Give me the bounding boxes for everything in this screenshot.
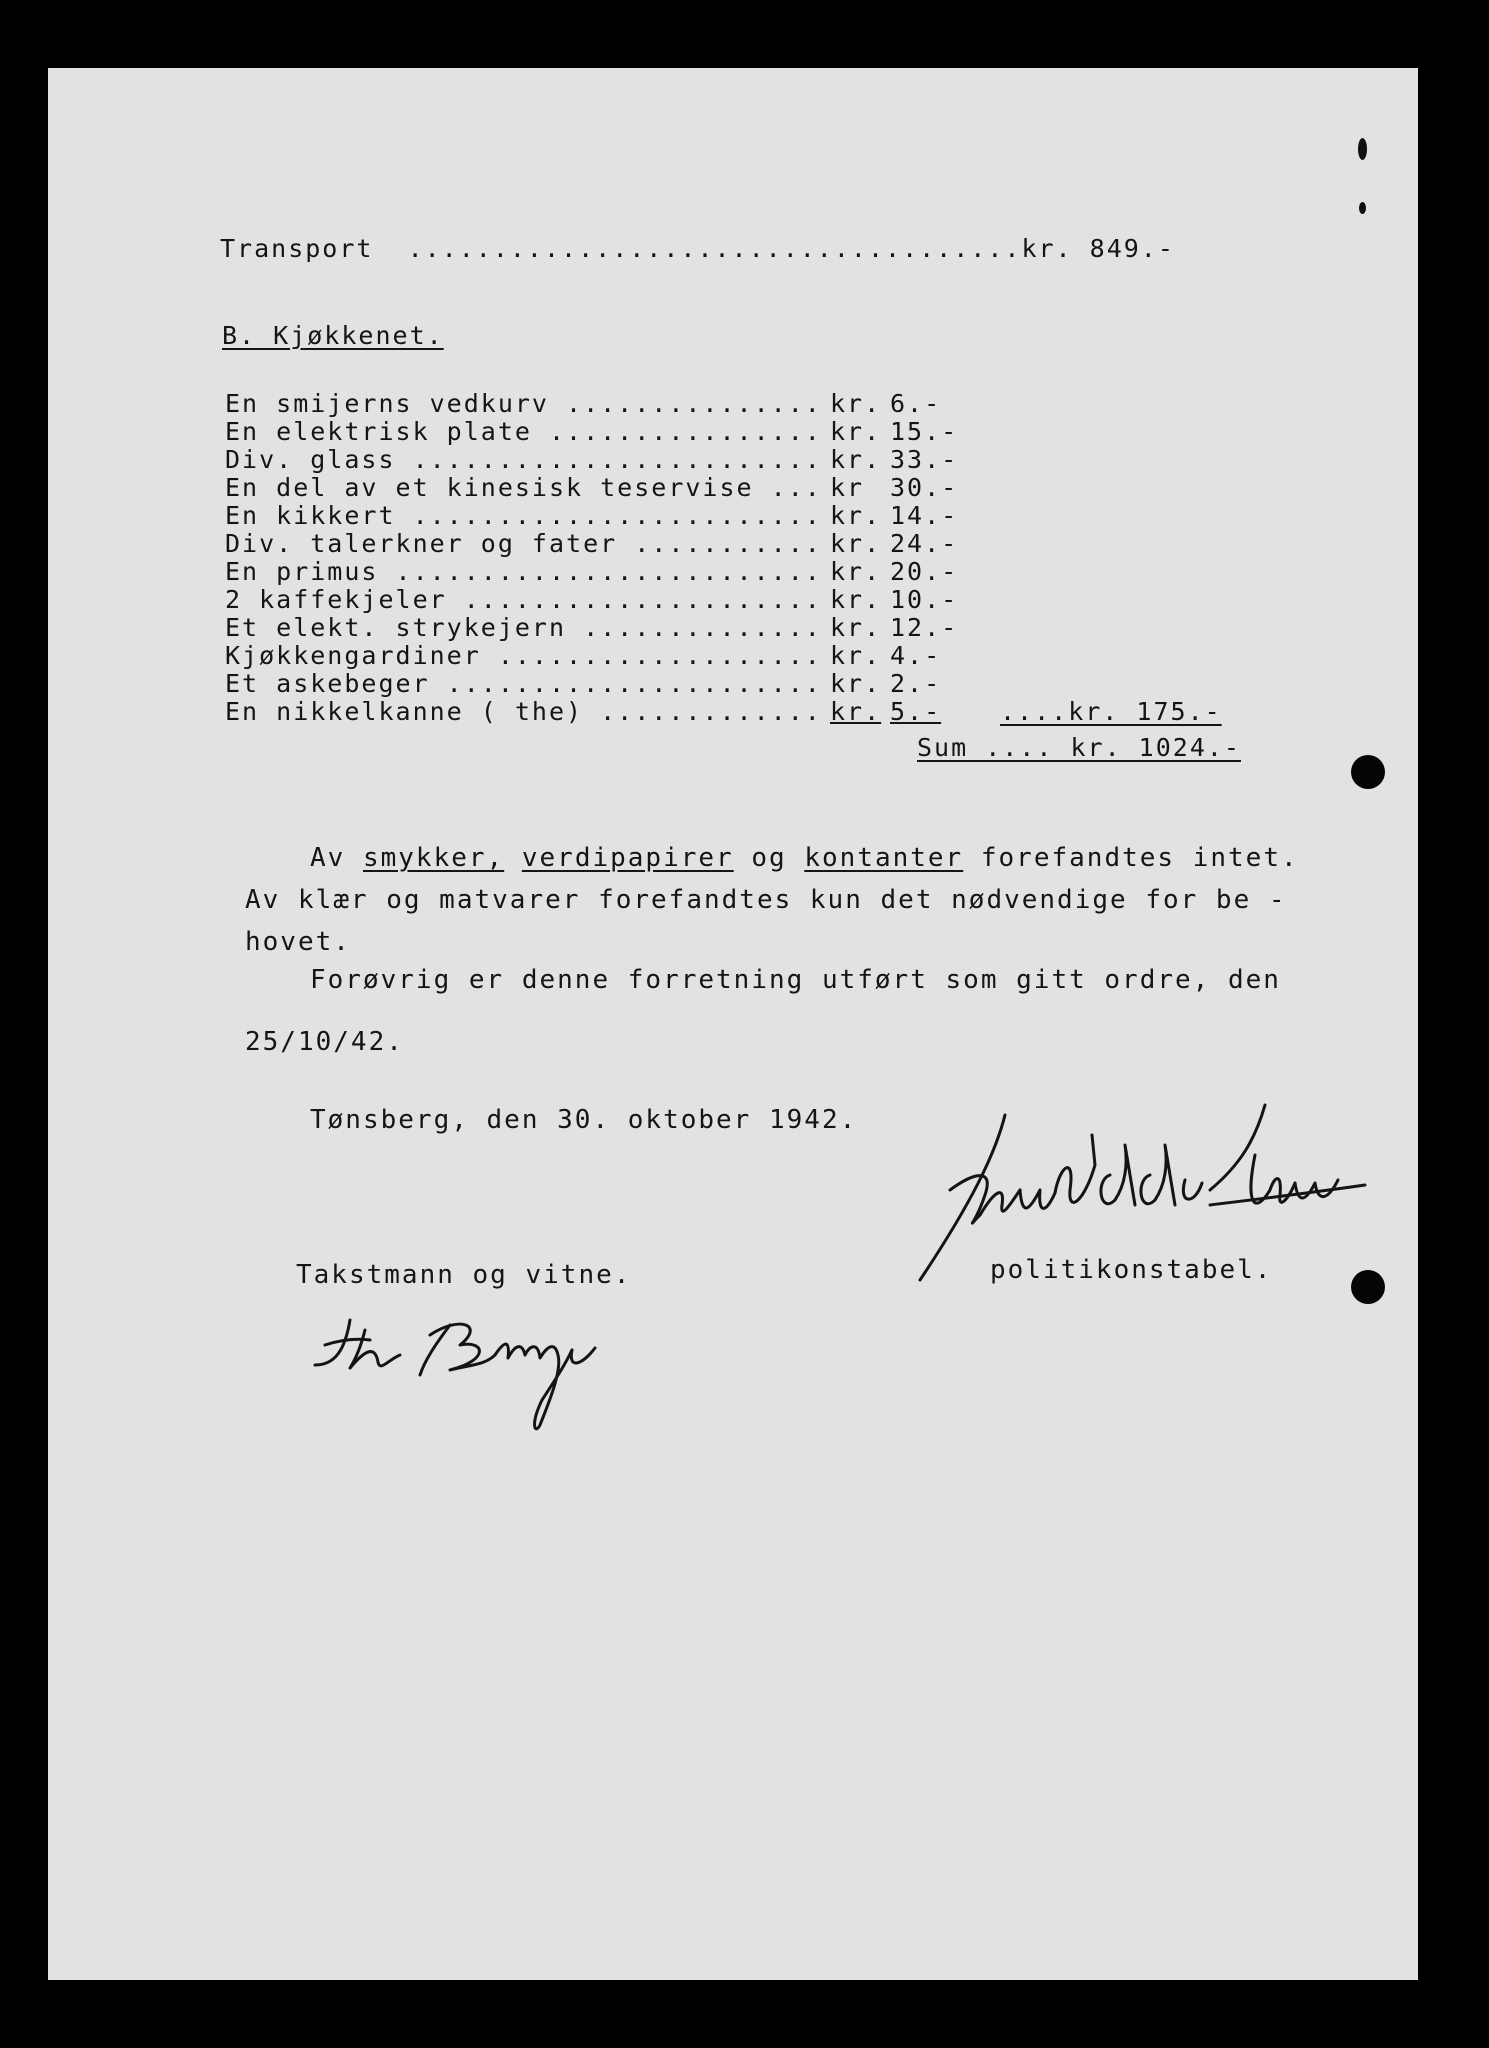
item-row <box>225 586 1250 614</box>
item-amount: 12.- <box>890 613 959 642</box>
section-heading: B. Kjøkkenet. <box>222 321 444 350</box>
transport-label: Transport <box>220 234 374 263</box>
paragraph-line-1 <box>310 843 1299 873</box>
item-name: En elektrisk plate ................ <box>225 417 822 446</box>
item-subtotal <box>1000 418 1250 446</box>
transport-line <box>220 235 1175 263</box>
item-row <box>225 698 1250 726</box>
item-subtotal <box>1000 642 1250 670</box>
item-currency: kr. <box>830 557 882 586</box>
transport-dots: .................................... <box>407 234 1022 263</box>
item-row <box>225 530 1250 558</box>
item-name: Kjøkkengardiner ................... <box>225 641 822 670</box>
item-subtotal <box>1000 586 1250 614</box>
transport-amount: kr. 849.- <box>1021 234 1175 263</box>
item-amount: 20.- <box>890 557 959 586</box>
item-subtotal <box>1000 446 1250 474</box>
item-subtotal <box>1000 558 1250 586</box>
item-row <box>225 670 1250 698</box>
item-row <box>225 390 1250 418</box>
text-fragment <box>504 843 522 873</box>
item-currency: kr. <box>830 669 882 698</box>
text-fragment: forefandtes intet. <box>963 843 1299 873</box>
item-subtotal <box>1000 670 1250 698</box>
underlined-word-smykker: smykker, <box>362 843 505 873</box>
item-name: Div. glass ........................ <box>225 445 822 474</box>
item-currency: kr. <box>830 697 882 726</box>
paragraph-line-2: Av klær og matvarer forefandtes kun det nødvendige for be - <box>245 885 1287 915</box>
document-page <box>48 68 1418 1980</box>
item-name: En kikkert ........................ <box>225 501 822 530</box>
item-amount: 30.- <box>890 473 959 502</box>
item-subtotal: ....kr. 175.- <box>1000 697 1222 726</box>
item-row <box>225 502 1250 530</box>
item-name: En nikkelkanne ( the) ............. <box>225 697 822 726</box>
item-name: Et askebeger ...................... <box>225 669 822 698</box>
ink-speck <box>1358 138 1367 160</box>
item-amount: 15.- <box>890 417 959 446</box>
item-amount: 10.- <box>890 585 959 614</box>
item-currency: kr. <box>830 389 882 418</box>
ink-speck <box>1359 202 1366 214</box>
handwritten-signature-left <box>310 1300 640 1440</box>
item-currency: kr. <box>830 613 882 642</box>
signature-title-left: Takstmann og vitne. <box>296 1260 632 1290</box>
item-amount: 4.- <box>890 641 942 670</box>
paragraph-line-3: hovet. <box>245 927 351 957</box>
underlined-word-kontanter: kontanter <box>804 843 964 873</box>
item-name: En del av et kinesisk teservise ... <box>225 473 822 502</box>
item-amount: 24.- <box>890 529 959 558</box>
item-subtotal <box>1000 530 1250 558</box>
item-currency: kr. <box>830 445 882 474</box>
paragraph-line-4: Forøvrig er denne forretning utført som gitt ordre, den <box>310 965 1281 995</box>
item-row <box>225 446 1250 474</box>
item-name: 2 kaffekjeler ..................... <box>225 585 822 614</box>
item-amount: 2.- <box>890 669 942 698</box>
punch-hole-top <box>1351 755 1385 789</box>
item-subtotal <box>1000 390 1250 418</box>
item-subtotal <box>1000 614 1250 642</box>
text-fragment: og <box>733 843 805 873</box>
item-amount: 6.- <box>890 389 942 418</box>
sum-line: Sum .... kr. 1024.- <box>917 733 1241 762</box>
item-table <box>225 390 1250 726</box>
item-currency: kr. <box>830 529 882 558</box>
item-subtotal <box>1000 502 1250 530</box>
item-currency: kr. <box>830 641 882 670</box>
item-currency: kr. <box>830 417 882 446</box>
item-amount: 5.- <box>890 697 942 726</box>
paragraph-line-5: 25/10/42. <box>245 1027 404 1057</box>
place-date: Tønsberg, den 30. oktober 1942. <box>310 1105 858 1135</box>
item-name: Div. talerkner og fater ........... <box>225 529 822 558</box>
item-name: Et elekt. strykejern .............. <box>225 613 822 642</box>
item-amount: 14.- <box>890 501 959 530</box>
item-currency: kr <box>830 473 865 502</box>
item-name: En primus ......................... <box>225 557 822 586</box>
item-row <box>225 614 1250 642</box>
item-name: En smijerns vedkurv ............... <box>225 389 822 418</box>
text-fragment: Av <box>310 843 363 873</box>
item-currency: kr. <box>830 501 882 530</box>
item-row <box>225 474 1250 502</box>
item-row <box>225 418 1250 446</box>
signature-title-right: politikonstabel. <box>990 1255 1273 1285</box>
item-subtotal <box>1000 474 1250 502</box>
item-row <box>225 558 1250 586</box>
item-row <box>225 642 1250 670</box>
item-amount: 33.- <box>890 445 959 474</box>
underlined-word-verdipapirer: verdipapirer <box>521 843 734 873</box>
item-currency: kr. <box>830 585 882 614</box>
